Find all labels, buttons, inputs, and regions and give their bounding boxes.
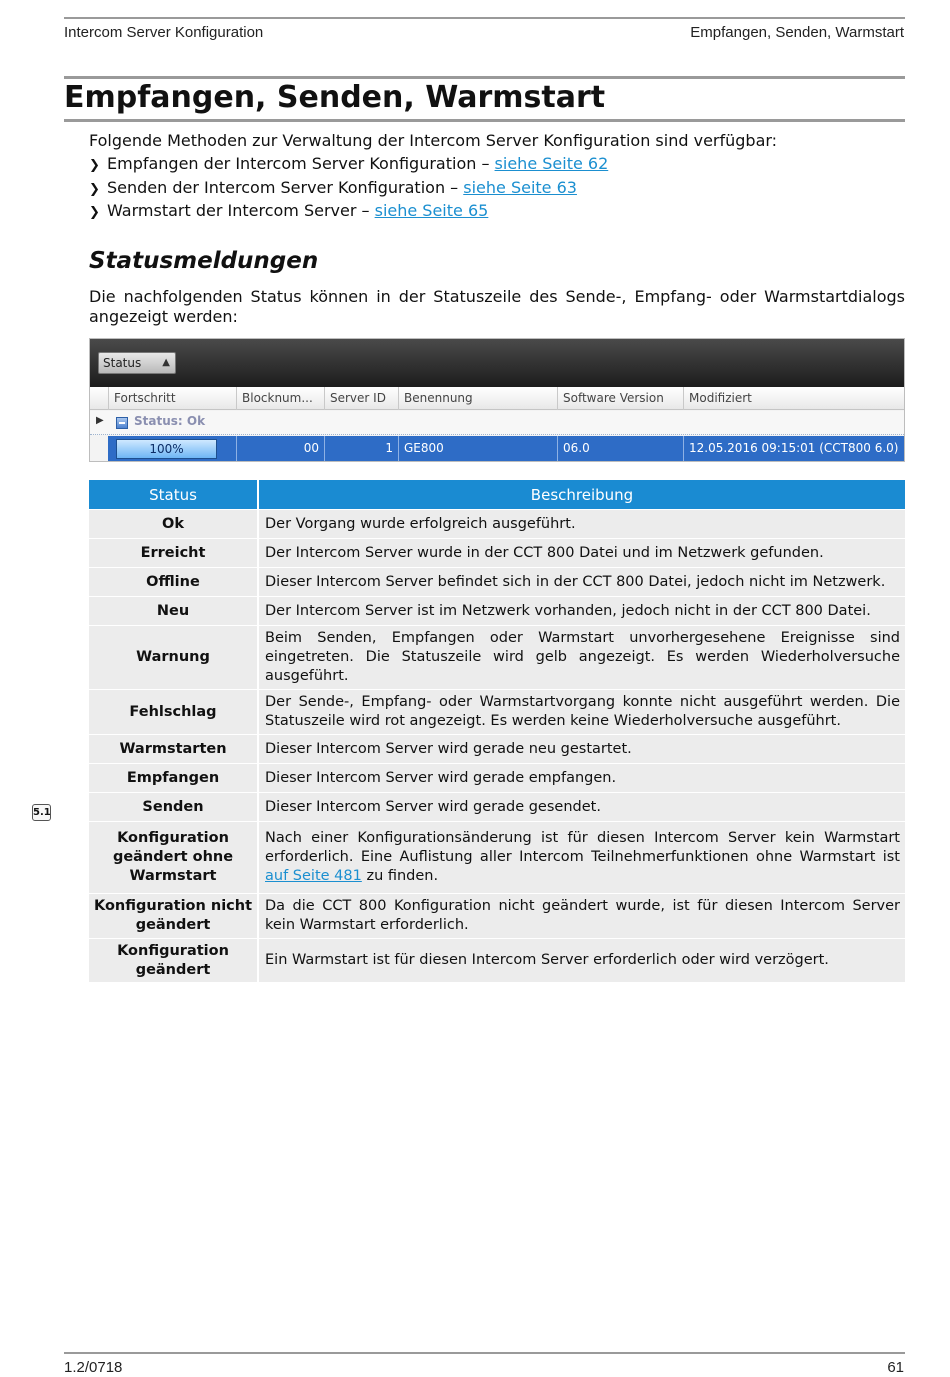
- column-header: Beschreibung: [259, 480, 905, 509]
- intro-text: Folgende Methoden zur Verwaltung der Intercom Server Konfiguration sind verfügbar:: [89, 131, 778, 150]
- group-row[interactable]: [90, 411, 905, 435]
- table-row: [89, 822, 905, 893]
- progress-label: 100%: [149, 442, 184, 456]
- description-cell: Dieser Intercom Server wird gerade empfangen.: [259, 764, 905, 792]
- description-cell: Da die CCT 800 Konfiguration nicht geändert wurde, ist für diesen Intercom Server kein Warmstart erforderlich.: [259, 894, 905, 938]
- table-row: [89, 764, 905, 792]
- table-header-row: [89, 480, 905, 509]
- description-cell: Der Intercom Server wurde in der CCT 800 Datei und im Netzwerk gefunden.: [259, 539, 905, 567]
- chevron-right-icon: ❯: [89, 205, 100, 220]
- footer-version: 1.2/0718: [64, 1359, 123, 1376]
- status-cell: Warmstarten: [89, 735, 259, 763]
- section-description: Die nachfolgenden Status können in der Statuszeile des Sende-, Empfang- oder Warmstartdialogs angezeigt werden:: [89, 287, 905, 326]
- version-badge: 5.1: [32, 804, 51, 821]
- running-header-left: Intercom Server Konfiguration: [64, 24, 264, 41]
- table-row: [89, 894, 905, 938]
- description-cell: Dieser Intercom Server befindet sich in der CCT 800 Datei, jedoch nicht im Netzwerk.: [259, 568, 905, 596]
- column-header: Status: [89, 480, 259, 509]
- description-cell: Der Sende-, Empfang- oder Warmstartvorgang konnte nicht ausgeführt werden. Die Statuszeile wird rot angezeigt. Es werden keine Wiederholversuche ausgeführt.: [259, 690, 905, 734]
- row-pointer-icon: ▶: [96, 415, 104, 426]
- status-cell: Neu: [89, 597, 259, 625]
- status-grid-screenshot: [89, 338, 905, 462]
- description-cell: Nach einer Konfigurationsänderung ist für diesen Intercom Server kein Warmstart erforderlich. Eine Auflistung aller Intercom Teilnehmerfunktionen ohne Warmstart ist auf Seite 481 zu finden.: [259, 822, 905, 893]
- table-row: [89, 735, 905, 763]
- section-title: Statusmeldungen: [89, 248, 319, 274]
- grid-toolbar: [90, 339, 905, 387]
- description-cell: Der Vorgang wurde erfolgreich ausgeführt.: [259, 510, 905, 538]
- table-row: [89, 793, 905, 821]
- status-cell: Offline: [89, 568, 259, 596]
- group-label: Status: Ok: [134, 414, 206, 428]
- collapse-icon[interactable]: [116, 417, 128, 429]
- table-row: [89, 690, 905, 734]
- page-link[interactable]: siehe Seite 62: [494, 154, 609, 173]
- block-cell: 00: [236, 436, 324, 461]
- chevron-right-icon: ❯: [89, 181, 100, 197]
- list-item: ❯ Empfangen der Intercom Server Konfiguration – siehe Seite 62: [89, 154, 608, 178]
- method-list: [89, 154, 608, 225]
- status-cell: Konfiguration geändert ohne Warmstart: [89, 822, 259, 893]
- title-top-rule: [64, 76, 905, 79]
- table-row: [89, 539, 905, 567]
- status-cell: Fehlschlag: [89, 690, 259, 734]
- status-group-button[interactable]: Status ▲: [98, 352, 176, 374]
- header-top-rule: [64, 17, 905, 19]
- status-cell: Konfiguration nicht geändert: [89, 894, 259, 938]
- title-bottom-rule: [64, 119, 905, 122]
- status-cell: Erreicht: [89, 539, 259, 567]
- column-header[interactable]: Server ID: [324, 387, 398, 410]
- column-header[interactable]: Blocknum...: [236, 387, 324, 410]
- table-row: [89, 626, 905, 689]
- status-table: [89, 479, 905, 983]
- description-cell: Der Intercom Server ist im Netzwerk vorhanden, jedoch nicht in der CCT 800 Datei.: [259, 597, 905, 625]
- description-cell: Beim Senden, Empfangen oder Warmstart unvorhergesehene Ereignisse sind eingetreten. Die Statuszeile wird gelb angezeigt. Es werden Wiederholversuche ausgeführt.: [259, 626, 905, 689]
- status-cell: Senden: [89, 793, 259, 821]
- chevron-right-icon: ❯: [89, 158, 100, 173]
- page-number: 61: [887, 1359, 904, 1376]
- software-cell: 06.0: [557, 436, 683, 461]
- column-header[interactable]: Modifiziert: [683, 387, 905, 410]
- progress-bar: [116, 439, 217, 459]
- column-header[interactable]: Benennung: [398, 387, 557, 410]
- name-cell: GE800: [398, 436, 557, 461]
- table-row: [89, 597, 905, 625]
- list-item: ❯ Warmstart der Intercom Server – siehe Seite 65: [89, 201, 608, 225]
- description-cell: Ein Warmstart ist für diesen Intercom Server erforderlich oder wird verzögert.: [259, 939, 905, 982]
- modified-cell: 12.05.2016 09:15:01 (CCT800 6.0): [683, 436, 905, 461]
- description-cell: Dieser Intercom Server wird gerade neu gestartet.: [259, 735, 905, 763]
- page-title: Empfangen, Senden, Warmstart: [64, 80, 606, 115]
- server-id-cell: 1: [324, 436, 398, 461]
- column-header[interactable]: Software Version: [557, 387, 683, 410]
- table-row: [89, 939, 905, 982]
- sort-up-icon: ▲: [162, 357, 170, 368]
- status-cell: Empfangen: [89, 764, 259, 792]
- page-link[interactable]: siehe Seite 63: [463, 177, 577, 197]
- page-link[interactable]: auf Seite 481: [265, 868, 362, 884]
- running-header-right: Empfangen, Senden, Warmstart: [690, 24, 904, 41]
- column-header[interactable]: Fortschritt: [108, 387, 236, 410]
- footer-rule: [64, 1352, 905, 1354]
- description-cell: Dieser Intercom Server wird gerade gesendet.: [259, 793, 905, 821]
- status-cell: Warnung: [89, 626, 259, 689]
- list-item: ❯ Senden der Intercom Server Konfiguration – siehe Seite 63: [89, 178, 608, 202]
- table-row[interactable]: [108, 436, 905, 461]
- table-row: [89, 510, 905, 538]
- status-cell: Ok: [89, 510, 259, 538]
- page-link[interactable]: siehe Seite 65: [374, 201, 489, 220]
- table-row: [89, 568, 905, 596]
- status-cell: Konfiguration geändert: [89, 939, 259, 982]
- grid-header: [90, 387, 905, 410]
